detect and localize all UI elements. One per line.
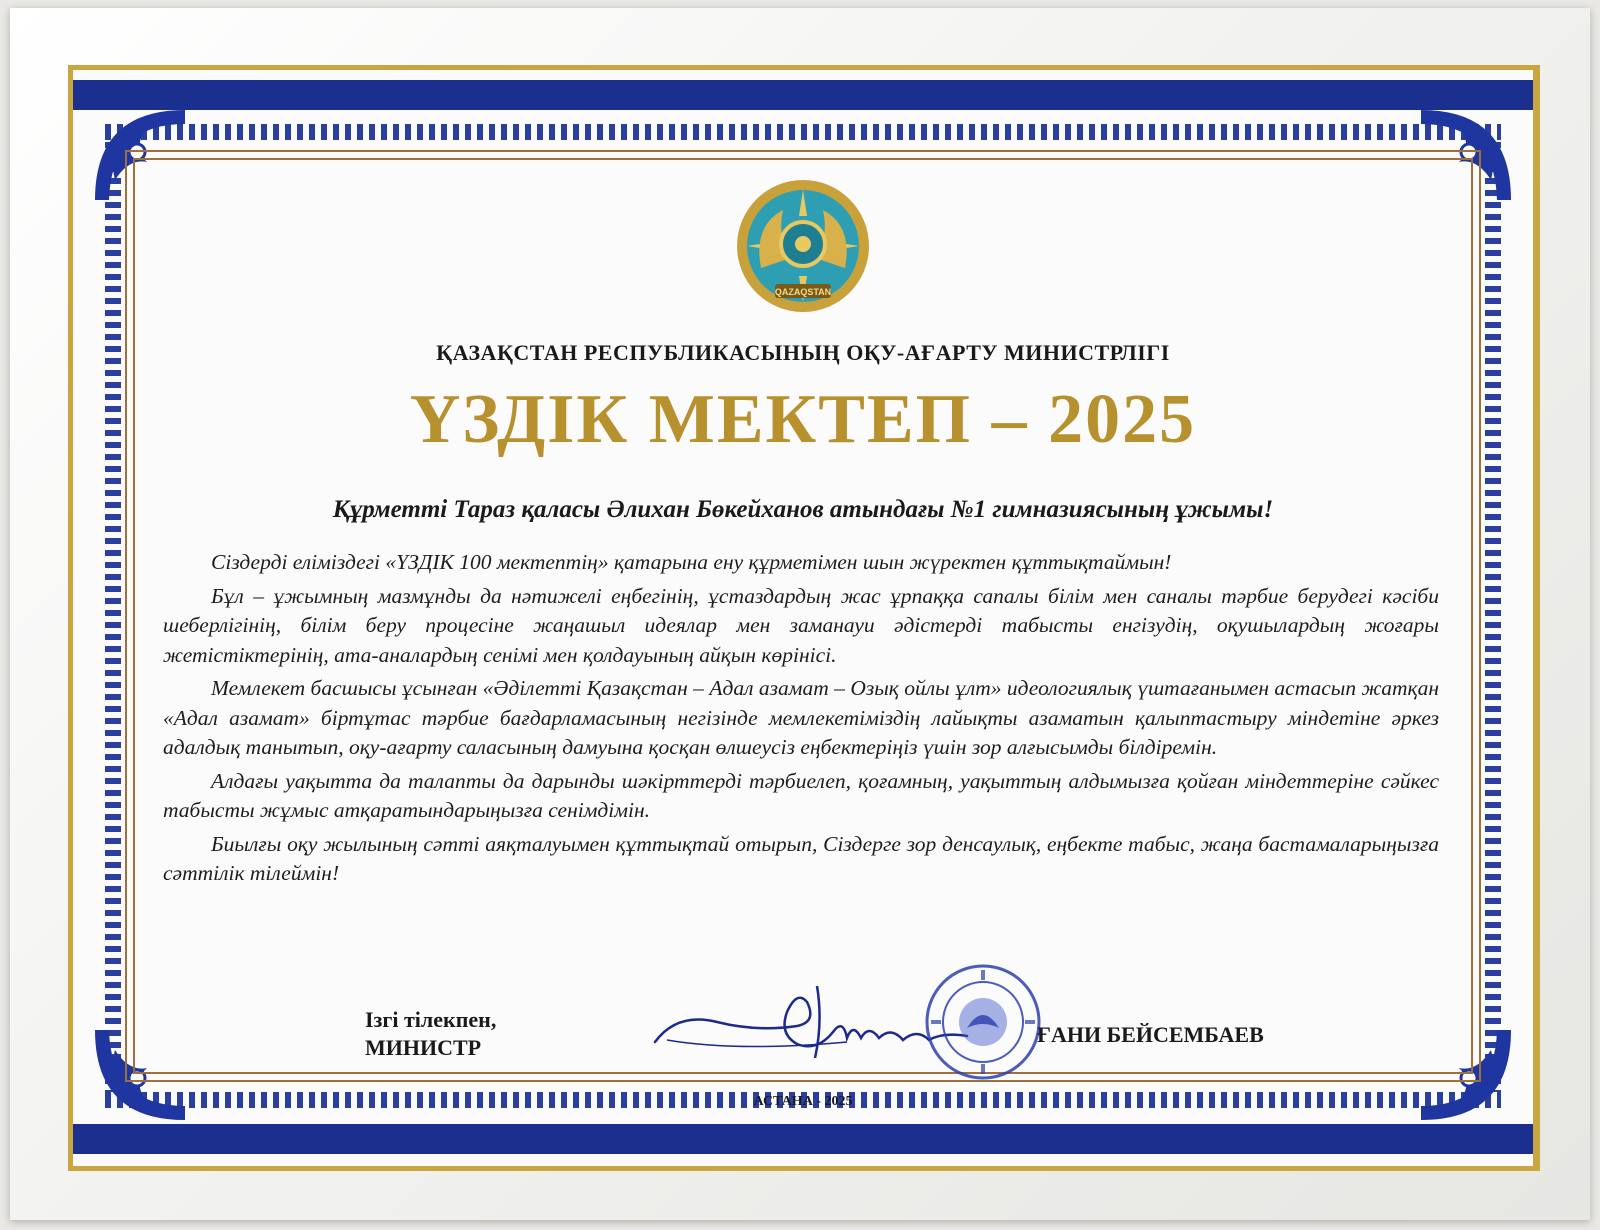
- ministry-heading: ҚАЗАҚСТАН РЕСПУБЛИКАСЫНЫҢ ОҚУ-АҒАРТУ МИНИСТРЛІГІ: [436, 340, 1170, 365]
- greeting-line: Ізгі тілекпен,: [365, 1007, 497, 1032]
- blue-band-bottom: [73, 1124, 1533, 1154]
- certificate-paper: [73, 70, 1533, 1166]
- official-stamp-icon: [923, 962, 1043, 1082]
- certificate-content: [153, 170, 1453, 1109]
- city-and-year: АСТАНА - 2025: [753, 1094, 853, 1109]
- addressee-line: Құрметті Тараз қаласы Әлихан Бөкейханов атындағы №1 гимназиясының ұжымы!: [332, 496, 1274, 523]
- body-paragraph: Сіздерді еліміздегі «ҮЗДІК 100 мектептің» қатарына ену құрметімен шын жүректен құттықтаймын!: [211, 550, 1172, 574]
- state-emblem-icon: [733, 176, 873, 316]
- minister-name: ҒАНИ БЕЙСЕМБАЕВ: [1037, 1022, 1264, 1047]
- svg-text:QAZAQSTAN: QAZAQSTAN: [774, 287, 832, 297]
- minister-title: МИНИСТР: [365, 1035, 482, 1060]
- body-paragraph: Мемлекет басшысы ұсынған «Әділетті Қазақстан – Адал азамат – Озық ойлы ұлт» идеологиялық үштағанымен астасып жатқан «Адал азамат» біртұтас тәрбие бағдарламасының негізінде мемлекетіміздің лайықты азаматын қалыптастыру міндетіне әркез адалдық танытып, оқу-ағарту саласының дамуына қосқан өлшеусіз еңбектеріңіз үшін зор алғысымды білдіремін.: [163, 676, 1439, 759]
- body-paragraph: Алдағы уақытта да талапты да дарынды шәкірттерді тәрбиелеп, қоғамның, уақыттың алдымызға қойған міндеттеріне сәйкес табысты жұмыс атқаратындарыңызға сенімдімін.: [163, 768, 1439, 822]
- body-paragraph: Биылғы оқу жылының сәтті аяқталуымен құттықтай отырып, Сіздерге зор денсаулық, еңбекте табыс, жаңа бастамаларыңызға сәттілік тілеймін!: [163, 831, 1439, 885]
- closing-greeting: [365, 1006, 496, 1062]
- picture-frame: [10, 8, 1590, 1220]
- body-paragraph: Бұл – ұжымның мазмұнды да нәтижелі еңбегінің, ұстаздардың жас ұрпаққа сапалы білім мен саналы тәрбие берудегі кәсіби шеберлігінің, білім беру процесіне жаңашыл идеялар мен заманауи әдістерді табысты енгізудің, оқушылардың жоғары жетістіктерінің, ата-аналардың сенімі мен қолдауының айқын көрінісі.: [163, 583, 1439, 667]
- certificate-title: ҮЗДІК МЕКТЕП – 2025: [409, 381, 1197, 458]
- certificate-body: [163, 548, 1439, 893]
